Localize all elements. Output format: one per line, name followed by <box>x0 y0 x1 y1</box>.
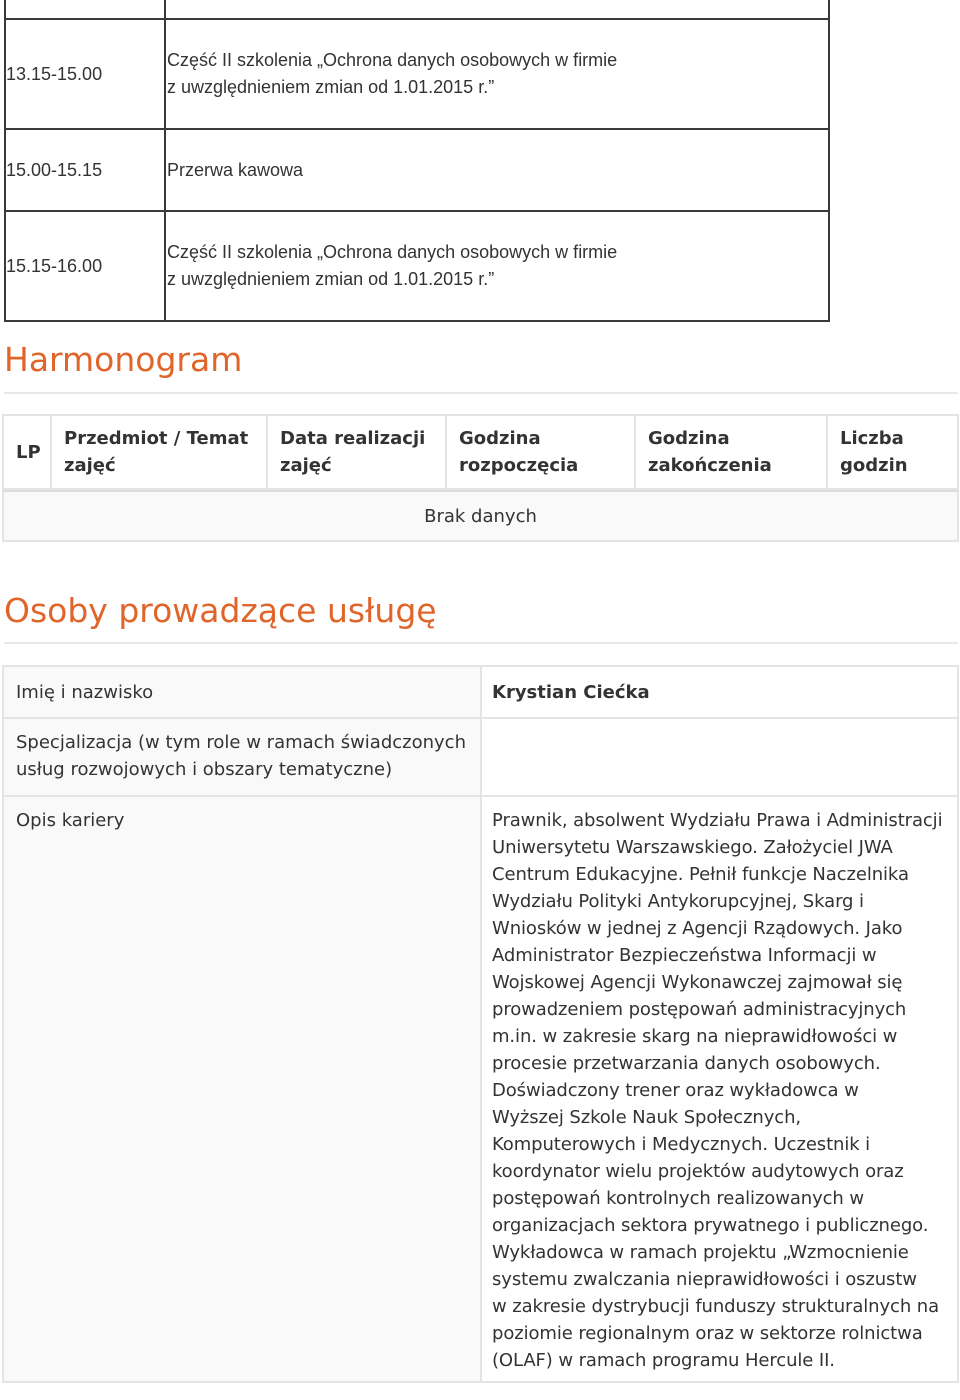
career-line: m.in. w zakresie skarg na nieprawidłowości w <box>492 1026 898 1047</box>
career-line: Administrator Bezpieczeństwa Informacji w <box>492 945 877 966</box>
schedule-desc-line: Przerwa kawowa <box>167 159 304 180</box>
spec-label-line: Specjalizacja (w tym role w ramach świadczonych <box>16 732 466 753</box>
harmonogram-header-row <box>2 414 959 490</box>
person-spec-row <box>4 719 957 797</box>
header-text: Godzina <box>648 428 730 449</box>
career-line: prowadzeniem postępowań administracyjnych <box>492 999 907 1020</box>
header-lp <box>4 416 52 488</box>
schedule-time-text: 15.15-16.00 <box>6 255 103 276</box>
career-line: koordynator wielu projektów audytowych oraz <box>492 1161 904 1182</box>
career-line: Prawnik, absolwent Wydziału Prawa i Administracji <box>492 810 943 831</box>
schedule-desc <box>166 20 828 128</box>
harmonogram-empty-row <box>2 490 959 542</box>
header-start-time <box>447 416 636 488</box>
career-line: Wojskowej Agencji Wykonawczej zajmował się <box>492 972 903 993</box>
career-line: procesie przetwarzania danych osobowych. <box>492 1053 881 1074</box>
career-line: Wyższej Szkole Nauk Społecznych, <box>492 1107 802 1128</box>
spec-value <box>482 719 957 795</box>
schedule-top-row <box>6 0 828 20</box>
schedule-desc-line: z uwzględnieniem zmian od 1.01.2015 r.” <box>167 77 495 97</box>
career-label: Opis kariery <box>4 797 482 1381</box>
name-value: Krystian Ciećka <box>482 667 957 717</box>
schedule-desc <box>166 212 828 320</box>
header-text: rozpoczęcia <box>459 455 579 476</box>
header-text: Data realizacji <box>280 428 426 449</box>
schedule-time-text: 15.00-15.15 <box>6 159 103 180</box>
harmonogram-table <box>2 414 959 542</box>
career-line: w zakresie dystrybucji funduszy strukturalnych na <box>492 1296 939 1317</box>
persons-table <box>2 665 959 1383</box>
spec-label-line: usług rozwojowych i obszary tematyczne) <box>16 759 393 780</box>
career-line: organizacjach sektora prywatnego i publicznego. <box>492 1215 929 1236</box>
career-line: Wydziału Polityki Antykorupcyjnej, Skarg i <box>492 891 864 912</box>
career-line: (OLAF) w ramach programu Hercule II. <box>492 1350 835 1371</box>
header-text: Liczba <box>840 428 904 449</box>
career-value <box>482 797 957 1381</box>
career-line: systemu zwalczania nieprawidłowości i oszustw <box>492 1269 917 1290</box>
schedule-row <box>6 20 828 130</box>
header-text: godzin <box>840 455 908 476</box>
schedule-time <box>6 130 166 210</box>
career-line: Uniwersytetu Warszawskiego. Założyciel JWA <box>492 837 893 858</box>
harmonogram-divider <box>4 392 958 394</box>
career-line: poziomie regionalnym oraz w sektorze rolnictwa <box>492 1323 923 1344</box>
header-end-time <box>636 416 828 488</box>
header-text: LP <box>16 441 41 463</box>
schedule-desc-line: z uwzględnieniem zmian od 1.01.2015 r.” <box>167 269 495 289</box>
schedule-row <box>6 212 828 320</box>
persons-divider <box>4 642 958 644</box>
career-line: Wniosków w jednej z Agencji Rządowych. Jako <box>492 918 903 939</box>
career-line: Centrum Edukacyjne. Pełnił funkcje Naczelnika <box>492 864 909 885</box>
header-text: zajęć <box>280 455 332 476</box>
harmonogram-heading: Harmonogram <box>4 340 243 379</box>
spec-label <box>4 719 482 795</box>
name-label: Imię i nazwisko <box>4 667 482 717</box>
header-text: zajęć <box>64 455 116 476</box>
header-hours <box>828 416 957 488</box>
header-text: zakończenia <box>648 455 772 476</box>
schedule-desc-line: Część II szkolenia „Ochrona danych osobowych w firmie <box>167 50 618 70</box>
schedule-time <box>6 212 166 320</box>
career-line: postępowań kontrolnych realizowanych w <box>492 1188 864 1209</box>
header-date <box>268 416 447 488</box>
persons-heading: Osoby prowadzące usługę <box>4 591 437 630</box>
header-subject <box>52 416 268 488</box>
empty-text: Brak danych <box>424 505 537 527</box>
person-career-row <box>4 797 957 1381</box>
schedule-row <box>6 130 828 212</box>
schedule-table <box>4 0 830 322</box>
header-text: Godzina <box>459 428 541 449</box>
career-line: Komputerowych i Medycznych. Uczestnik i <box>492 1134 871 1155</box>
person-name-row <box>4 667 957 719</box>
career-line: Doświadczony trener oraz wykładowca w <box>492 1080 859 1101</box>
schedule-desc <box>166 130 828 210</box>
schedule-top-cell <box>6 0 166 18</box>
schedule-time-text: 13.15-15.00 <box>6 63 103 84</box>
schedule-desc-line: Część II szkolenia „Ochrona danych osobowych w firmie <box>167 242 618 262</box>
schedule-time <box>6 20 166 128</box>
career-line: Wykładowca w ramach projektu „Wzmocnienie <box>492 1242 909 1263</box>
header-text: Przedmiot / Temat <box>64 428 249 449</box>
